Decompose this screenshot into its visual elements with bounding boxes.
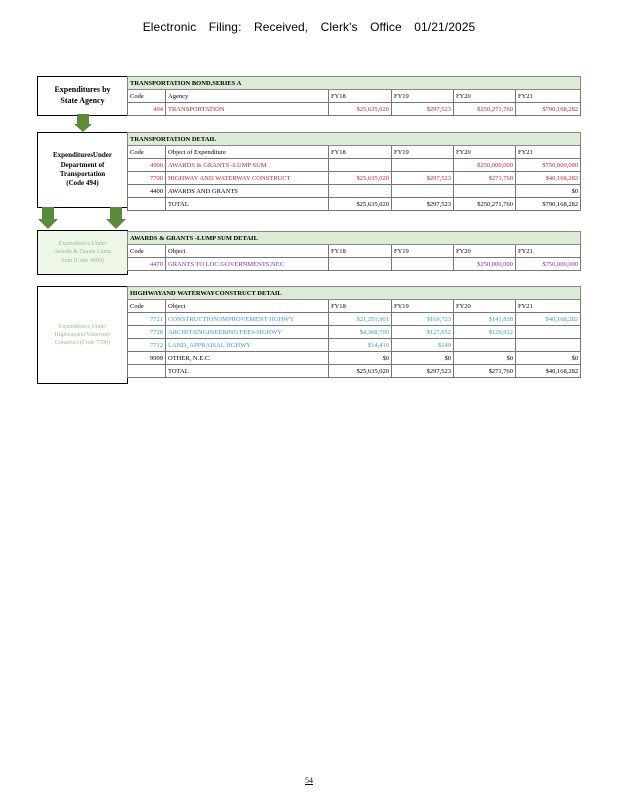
row-code: 7712 (128, 339, 166, 352)
row-fy19: $297,523 (392, 103, 454, 116)
row-code: 4470 (128, 258, 166, 271)
row-fy21: $750,000,000 (516, 159, 581, 172)
table-title-row (128, 232, 581, 245)
box-line: Transportation (59, 170, 106, 178)
row-fy19 (392, 258, 454, 271)
row-fy19: $149 (392, 339, 454, 352)
table-header-row (128, 300, 581, 313)
row-code (128, 365, 166, 378)
row-fy20: $250,000,000 (454, 258, 516, 271)
dept-transportation-box (37, 132, 128, 208)
table-row (128, 326, 581, 339)
column-header: FY21 (516, 245, 581, 258)
column-header: Code (128, 300, 166, 313)
state-agency-box (37, 76, 128, 116)
row-fy18 (329, 185, 392, 198)
column-header: FY19 (392, 245, 454, 258)
row-fy19: $169,723 (392, 313, 454, 326)
row-fy21: $40,168,282 (516, 313, 581, 326)
box-line: Expenditures by (54, 85, 111, 95)
row-fy21: $790,168,282 (516, 103, 581, 116)
table-title: TRANSPORTATION BOND,SERIES A (128, 77, 581, 90)
row-fy21: $40,168,282 (516, 172, 581, 185)
row-fy21 (516, 339, 581, 352)
row-fy18: $4,368,709 (329, 326, 392, 339)
column-header: Code (128, 90, 166, 103)
row-fy20: $250,000,000 (454, 159, 516, 172)
awards-grants-box (37, 230, 128, 275)
table-total-row (128, 198, 581, 211)
table-row (128, 172, 581, 185)
down-arrow-icon (74, 114, 92, 132)
column-header: Agency (166, 90, 329, 103)
row-name: HIGHWAY AND WATERWAY CONSTRUCT (166, 172, 329, 185)
row-fy20: $271,760 (454, 172, 516, 185)
total-fy18: $25,635,020 (329, 198, 392, 211)
row-code: 7700 (128, 172, 166, 185)
row-fy21 (516, 326, 581, 339)
row-fy18: $25,635,020 (329, 172, 392, 185)
column-header: FY19 (392, 146, 454, 159)
total-fy18: $25,635,020 (329, 365, 392, 378)
filing-header: Electronic Filing: Received, Clerk's Office 01/21/2025 (142, 20, 476, 34)
column-header: Object of Expenditure (166, 146, 329, 159)
box-line: (Code 494) (66, 179, 99, 188)
box-line: Expenditures Under (58, 241, 107, 248)
box-line: Expenditures Under (58, 323, 107, 330)
box-line: Construct (Code 7700) (54, 340, 110, 347)
row-code: 7721 (128, 313, 166, 326)
column-header: FY18 (329, 300, 392, 313)
box-line: State Agency (60, 96, 105, 105)
total-fy20: $250,271,760 (454, 198, 516, 211)
column-header: Object (166, 300, 329, 313)
row-name: GRANTS TO LOC GOVERNMENTS,NEC (166, 258, 329, 271)
awards-grants-detail-table (127, 231, 581, 271)
table-title-row (128, 77, 581, 90)
table-row (128, 185, 581, 198)
total-fy21: $790,168,282 (516, 198, 581, 211)
table-row (128, 352, 581, 365)
row-fy20: $0 (454, 352, 516, 365)
row-name: AWARDS AND GRANTS (166, 185, 329, 198)
table-title-row (128, 287, 581, 300)
down-arrow-icon (38, 207, 58, 229)
row-code: 7728 (128, 326, 166, 339)
column-header: FY21 (516, 146, 581, 159)
row-name: OTHER, N.E.C. (166, 352, 329, 365)
highway-waterway-box (37, 286, 128, 384)
table-row (128, 339, 581, 352)
table-row (128, 159, 581, 172)
box-line: Highwayand Waterway (54, 331, 111, 338)
total-fy21: $40,168,282 (516, 365, 581, 378)
table-header-row (128, 90, 581, 103)
box-line: ExpendituresUnder (53, 151, 112, 160)
column-header: Code (128, 245, 166, 258)
column-header: FY20 (454, 245, 516, 258)
column-header: FY18 (329, 146, 392, 159)
row-fy19: $127,652 (392, 326, 454, 339)
row-fy18: $25,635,020 (329, 103, 392, 116)
column-header: FY19 (392, 90, 454, 103)
highway-waterway-detail-table (127, 286, 581, 378)
column-header: FY19 (392, 300, 454, 313)
row-fy18: $21,251,901 (329, 313, 392, 326)
row-fy18: $14,410 (329, 339, 392, 352)
row-fy21: $0 (516, 185, 581, 198)
row-fy21: $0 (516, 352, 581, 365)
row-name: AWARDS & GRANTS -LUMP SUM (166, 159, 329, 172)
row-fy19: $0 (392, 352, 454, 365)
row-name: CONSTRUCTION/IMPROVEMENT HGHWY (166, 313, 329, 326)
row-fy18: $0 (329, 352, 392, 365)
table-total-row (128, 365, 581, 378)
row-fy20: $141,838 (454, 313, 516, 326)
row-code: 4400 (128, 185, 166, 198)
row-fy19 (392, 159, 454, 172)
row-fy20 (454, 339, 516, 352)
column-header: FY20 (454, 300, 516, 313)
column-header: FY21 (516, 300, 581, 313)
column-header: Object (166, 245, 329, 258)
column-header: FY20 (454, 90, 516, 103)
row-fy18 (329, 258, 392, 271)
total-label: TOTAL (166, 365, 329, 378)
table-row (128, 258, 581, 271)
column-header: FY18 (329, 245, 392, 258)
table-header-row (128, 245, 581, 258)
row-fy18 (329, 159, 392, 172)
box-line: Awards & Grants Lump (53, 249, 112, 256)
column-header: FY20 (454, 146, 516, 159)
row-name: TRANSPORTATION (166, 103, 329, 116)
row-code: 494 (128, 103, 166, 116)
table-row (128, 313, 581, 326)
table-row (128, 103, 581, 116)
row-fy21: $750,000,000 (516, 258, 581, 271)
transportation-bond-table (127, 76, 581, 116)
row-code (128, 198, 166, 211)
total-fy20: $271,760 (454, 365, 516, 378)
total-label: TOTAL (166, 198, 329, 211)
row-fy19 (392, 185, 454, 198)
row-fy19: $297,523 (392, 172, 454, 185)
column-header: FY18 (329, 90, 392, 103)
table-title: AWARDS & GRANTS -LUMP SUM DETAIL (128, 232, 581, 245)
down-arrow-icon (106, 207, 126, 229)
table-title-row (128, 133, 581, 146)
total-fy19: $297,523 (392, 365, 454, 378)
row-fy20: $129,922 (454, 326, 516, 339)
table-title: HIGHWAYAND WATERWAYCONSTRUCT DETAIL (128, 287, 581, 300)
total-fy19: $297,523 (392, 198, 454, 211)
row-fy20: $250,271,760 (454, 103, 516, 116)
transportation-detail-table (127, 132, 581, 211)
row-code: 4900 (128, 159, 166, 172)
box-line: Sum (Code 4900) (61, 257, 104, 264)
row-name: LAND_APPRAISAL HGHWY (166, 339, 329, 352)
column-header: Code (128, 146, 166, 159)
row-fy20 (454, 185, 516, 198)
table-header-row (128, 146, 581, 159)
column-header: FY21 (516, 90, 581, 103)
row-name: ARCHIT/ENGINEERING FEES-HGHWY (166, 326, 329, 339)
row-code: 9999 (128, 352, 166, 365)
box-line: Department of (60, 160, 105, 169)
page-number: 54 (305, 776, 313, 785)
table-title: TRANSPORTATION DETAIL (128, 133, 581, 146)
